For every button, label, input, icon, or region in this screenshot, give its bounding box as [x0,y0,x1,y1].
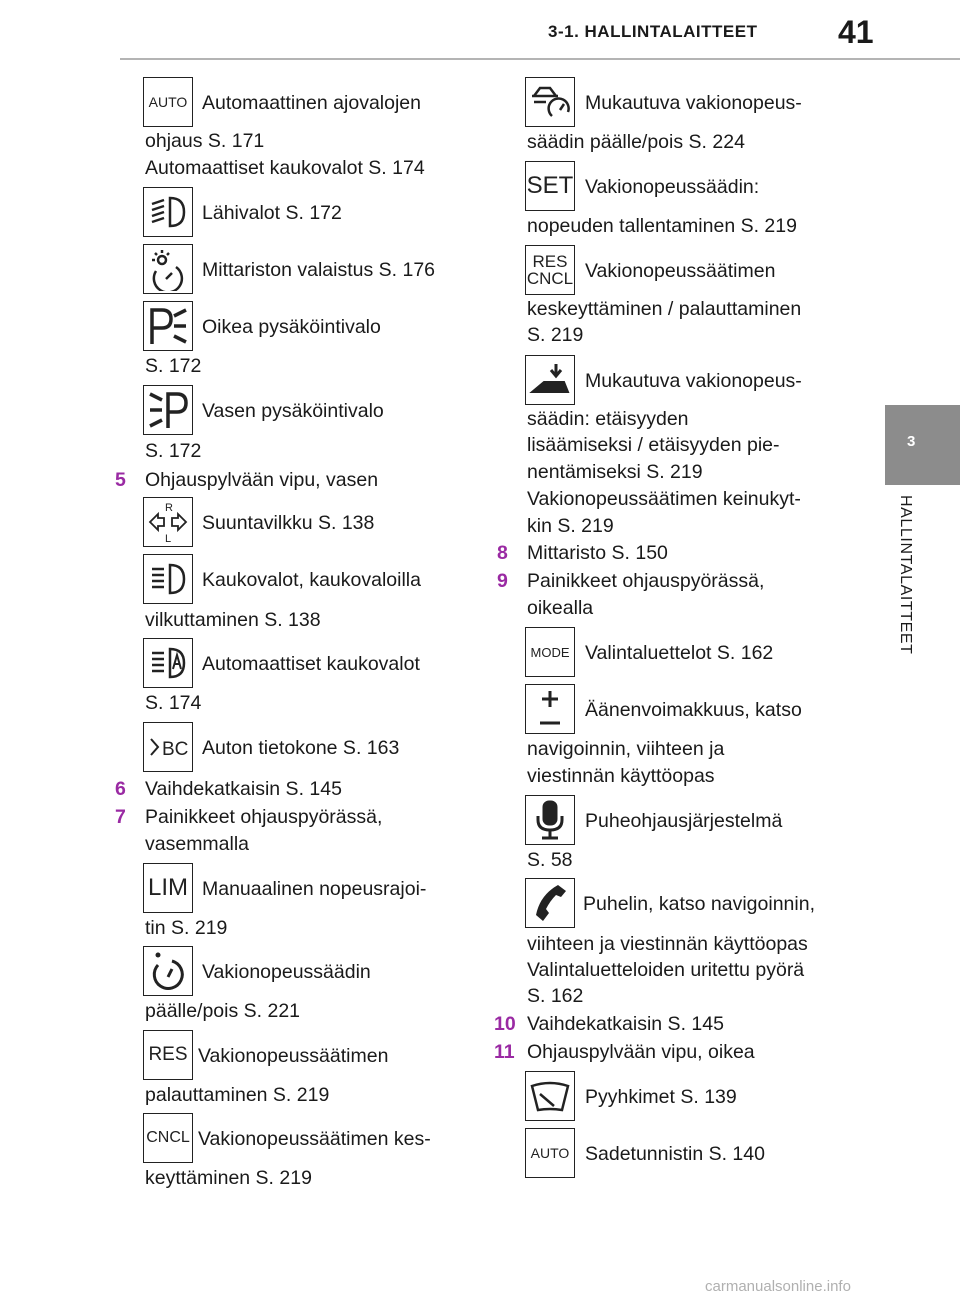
item-9-text: Painikkeet ohjauspyörässä, [527,570,765,592]
adaptive-cruise-icon [525,77,575,127]
left-parking-light-icon [143,385,193,435]
cancel-page: keyttäminen S. 219 [145,1167,312,1189]
auto-high-beam-ref: Automaattiset kaukovalot S. 174 [145,157,425,179]
mode-text: Valintaluettelot S. 162 [585,642,774,664]
low-beam-text: Lähivalot S. 172 [202,202,342,224]
right-parking-light-icon [143,301,193,351]
dashboard-light-text: Mittariston valaistus S. 176 [202,259,436,281]
rocker-switch-page: kin S. 219 [527,515,614,537]
item-11-text: Ohjauspylvään vipu, oikea [527,1041,755,1063]
high-beam-page: vilkuttaminen S. 138 [145,609,321,631]
wiper-icon [525,1071,575,1121]
item-number-8: 8 [497,542,508,564]
low-beam-icon [143,187,193,237]
high-beam-text: Kaukovalot, kaukovaloilla [202,569,421,591]
distance-switch-text: Mukautuva vakionopeus- [585,370,802,392]
mode-icon: MODE [525,627,575,677]
item-6-text: Vaihdekatkaisin S. 145 [145,778,342,800]
voice-control-text: Puheohjausjärjestelmä [585,810,783,832]
chapter-tab [885,405,960,485]
section-title: 3-1. HALLINTALAITTEET [548,22,758,41]
res-cncl-text-cont: keskeyttäminen / palauttaminen [527,298,802,320]
resume-page: palauttaminen S. 219 [145,1084,330,1106]
auto-lights-icon: AUTO [143,77,193,127]
auto-lights-page: ohjaus S. 171 [145,130,265,152]
dashboard-light-icon [143,244,193,294]
footer-watermark: carmanualsonline.info [705,1278,851,1295]
cruise-control-text: Vakionopeussäädin [202,961,371,983]
adaptive-cruise-page: säädin päälle/pois S. 224 [527,131,745,153]
distance-switch-icon [525,355,575,405]
set-icon: SET [525,161,575,211]
voice-control-page: S. 58 [527,849,573,871]
rocker-switch-text: Vakionopeussäätimen keinukyt- [527,488,801,510]
distance-switch-text-4: nentämiseksi S. 219 [527,461,703,483]
set-page: nopeuden tallentaminen S. 219 [527,215,797,237]
item-number-5: 5 [115,469,126,491]
auto-high-beam-text: Automaattiset kaukovalot [202,653,420,675]
item-number-7: 7 [115,806,126,828]
right-parking-light-page: S. 172 [145,355,202,377]
volume-text-cont-2: viestinnän käyttöopas [527,765,715,787]
cancel-text: Vakionopeussäätimen kes- [198,1128,431,1150]
auto-high-beam-icon [143,638,193,688]
item-8-text: Mittaristo S. 150 [527,542,668,564]
item-7-text: Painikkeet ohjauspyörässä, [145,806,383,828]
speed-limiter-page: tin S. 219 [145,917,228,939]
page-number: 41 [838,14,874,50]
wiper-text: Pyyhkimet S. 139 [585,1086,737,1108]
header-divider [120,58,960,60]
volume-text-cont: navigoinnin, viihteen ja [527,738,725,760]
rain-sensor-icon: AUTO [525,1128,575,1178]
item-7-text-cont: vasemmalla [145,833,250,855]
res-cncl-page: S. 219 [527,324,584,346]
svg-text:R: R [165,502,173,514]
item-number-10: 10 [494,1013,516,1035]
chapter-number: 3 [907,433,916,450]
item-number-6: 6 [115,778,126,800]
item-5-text: Ohjauspylvään vipu, vasen [145,469,379,491]
chapter-label: HALLINTALAITTEET [897,495,914,655]
high-beam-icon [143,554,193,604]
item-number-9: 9 [497,570,508,592]
resume-text: Vakionopeussäätimen [198,1045,389,1067]
volume-icon [525,684,575,734]
set-text: Vakionopeussäädin: [585,176,760,198]
voice-control-icon [525,795,575,845]
phone-text-cont: viihteen ja viestinnän käyttöopas [527,933,808,955]
item-10-text: Vaihdekatkaisin S. 145 [527,1013,724,1035]
turn-signal-icon [143,497,193,547]
trip-computer-icon [143,722,193,772]
auto-high-beam-page: S. 174 [145,692,202,714]
left-parking-light-text: Vasen pysäköintivalo [202,400,384,422]
rain-sensor-text: Sadetunnistin S. 140 [585,1143,765,1165]
adaptive-cruise-text: Mukautuva vakionopeus- [585,92,802,114]
volume-text: Äänenvoimakkuus, katso [585,699,802,721]
selection-wheel-text: Valintaluetteloiden uritettu pyörä [527,959,805,981]
svg-text:L: L [165,533,172,544]
svg-text:BC: BC [162,739,189,760]
item-9-text-cont: oikealla [527,597,594,619]
left-parking-light-page: S. 172 [145,440,202,462]
cancel-icon: CNCL [143,1113,193,1163]
selection-wheel-page: S. 162 [527,985,584,1007]
speed-limiter-text: Manuaalinen nopeusrajoi- [202,878,427,900]
phone-icon [525,878,575,928]
distance-switch-text-3: lisäämiseksi / etäisyyden pie- [527,434,780,456]
resume-icon: RES [143,1030,193,1080]
distance-switch-text-2: säädin: etäisyyden [527,408,689,430]
res-cncl-text: Vakionopeussäätimen [585,260,776,282]
speed-limiter-icon: LIM [143,863,193,913]
right-parking-light-text: Oikea pysäköintivalo [202,316,381,338]
turn-signal-text: Suuntavilkku S. 138 [202,512,375,534]
auto-lights-text: Automaattinen ajovalojen [202,92,421,114]
trip-computer-text: Auton tietokone S. 163 [202,737,400,759]
phone-text: Puhelin, katso navigoinnin, [583,893,815,915]
cruise-control-icon [143,946,193,996]
res-cncl-icon: RES CNCL [525,245,575,295]
item-number-11: 11 [494,1041,515,1063]
cruise-control-page: päälle/pois S. 221 [145,1000,301,1022]
